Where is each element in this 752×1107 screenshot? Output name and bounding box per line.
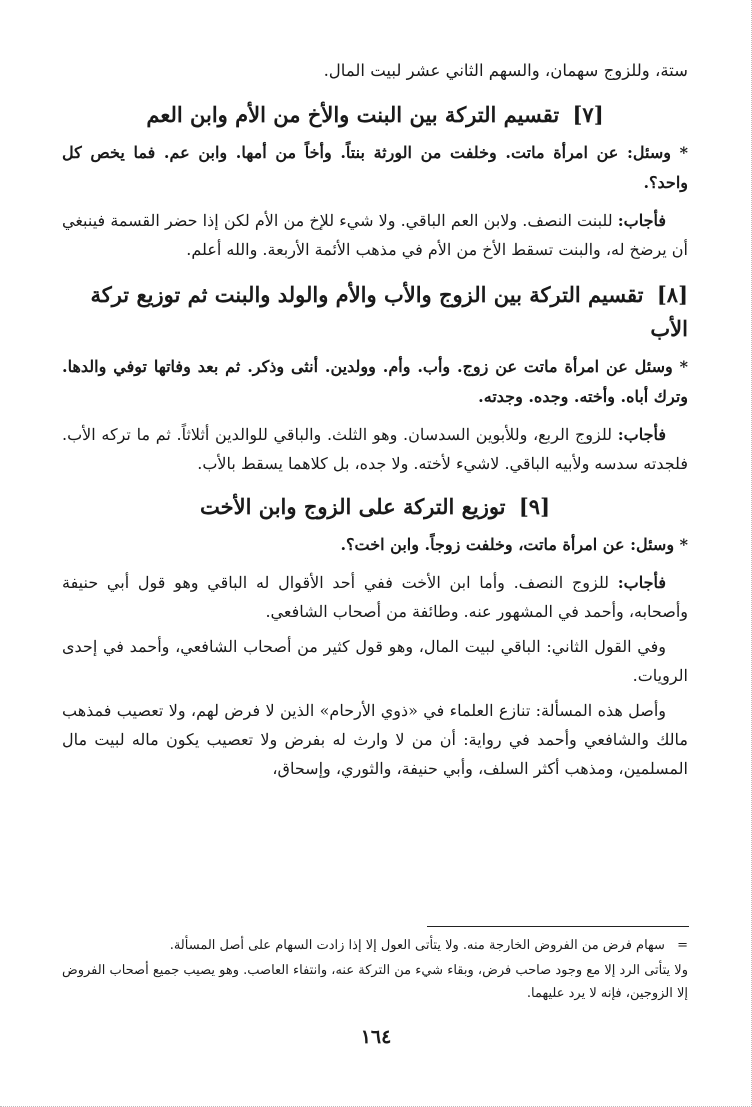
footnote-divider bbox=[427, 926, 689, 927]
top-continuation-line: ستة، وللزوج سهمان، والسهم الثاني عشر لبيت المال. bbox=[323, 61, 688, 80]
footnote-line-1 bbox=[62, 934, 688, 957]
section-heading-8 bbox=[62, 278, 688, 346]
section-title-7: تقسيم التركة بين البنت والأخ من الأم وابن العم bbox=[146, 102, 560, 127]
section-number-9: [٩] bbox=[518, 494, 550, 519]
footnotes bbox=[62, 934, 688, 1007]
paragraph-second-opinion: وفي القول الثاني: الباقي لبيت المال، وهو قول كثير من أصحاب الشافعي، وأحمد في إحدى الرويات. bbox=[62, 637, 688, 685]
answer-8 bbox=[62, 420, 688, 478]
section-heading-9 bbox=[62, 490, 688, 524]
answer-text-8: للزوج الربع، وللأبوين السدسان. وهو الثلث. والباقي للوالدين أثلاثاً. ثم ما تركه الأب. فلجدته سدسه ولأبيه الباقي. لاشيء لأخته. ولا جده، بل كلاهما يسقط بالأب. bbox=[62, 425, 688, 473]
answer-9 bbox=[62, 568, 688, 626]
question-7: * وسئل: عن امرأة ماتت. وخلفت من الورثة بنتاً. وأخاً من أمها. وابن عم. فما يخص كل واحد؟. bbox=[62, 143, 688, 192]
section-number-7: [٧] bbox=[572, 102, 604, 127]
section-title-9: توزيع التركة على الزوج وابن الأخت bbox=[199, 494, 506, 519]
answer-lead-8: فأجاب: bbox=[617, 425, 666, 444]
section-heading-7 bbox=[62, 98, 688, 132]
question-9: * وسئل: عن امرأة ماتت، وخلفت زوجاً. وابن اخت؟. bbox=[340, 535, 688, 554]
answer-lead-9: فأجاب: bbox=[617, 573, 666, 592]
paragraph-origin-of-issue: وأصل هذه المسألة: تنازع العلماء في «ذوي الأرحام» الذين لا فرض لهم، ولا تعصيب فمذهب مالك والشافعي وأحمد في رواية: أن من لا وارث له بفرض ولا تعصيب يكون ماله لبيت مال المسلمين، ومذهب أكثر السلف، وأبي حنيفة، والثوري، وإسحاق، bbox=[62, 701, 688, 778]
section-title-8: تقسيم التركة بين الزوج والأب والأم والولد والبنت ثم توزيع تركة الأب bbox=[90, 282, 688, 341]
answer-text-9: للزوج النصف. وأما ابن الأخت ففي أحد الأقوال له الباقي وهو قول أبي حنيفة وأصحابه، وأحمد في المشهور عنه. وطائفة من أصحاب الشافعي. bbox=[62, 573, 688, 621]
page-content bbox=[62, 56, 688, 789]
footnote-text-1: سهام فرض من الفروض الخارجة منه. ولا يتأتى العول إلا إذا زادت السهام على أصل المسألة. bbox=[169, 938, 665, 953]
page-number: ١٦٤ bbox=[360, 1026, 392, 1048]
section-number-8: [٨] bbox=[656, 282, 688, 307]
answer-lead-7: فأجاب: bbox=[617, 211, 666, 230]
answer-text-7: للبنت النصف. ولابن العم الباقي. ولا شيء للإخ من الأم لكن إذا حضر القسمة فينبغي أن يرضخ له، والبنت تسقط الأخ من الأم في مذهب الأئمة الأربعة. والله أعلم. bbox=[62, 211, 688, 259]
footnote-continuation-mark: = bbox=[677, 938, 688, 953]
question-8: * وسئل عن امرأة ماتت عن زوج. وأب. وأم. وولدين. أنثى وذكر. ثم بعد وفاتها توفي والدها. وترك أباه. وأخته. وجده. وجدته. bbox=[62, 357, 688, 406]
answer-7 bbox=[62, 206, 688, 264]
footnote-line-2: ولا يتأتى الرد إلا مع وجود صاحب فرض، وبقاء شيء من التركة عنه، وانتفاء العاصب. وهو يصيب جميع أصحاب الفروض إلا الزوجين، فإنه لا يرد عليهما. bbox=[62, 963, 688, 1001]
